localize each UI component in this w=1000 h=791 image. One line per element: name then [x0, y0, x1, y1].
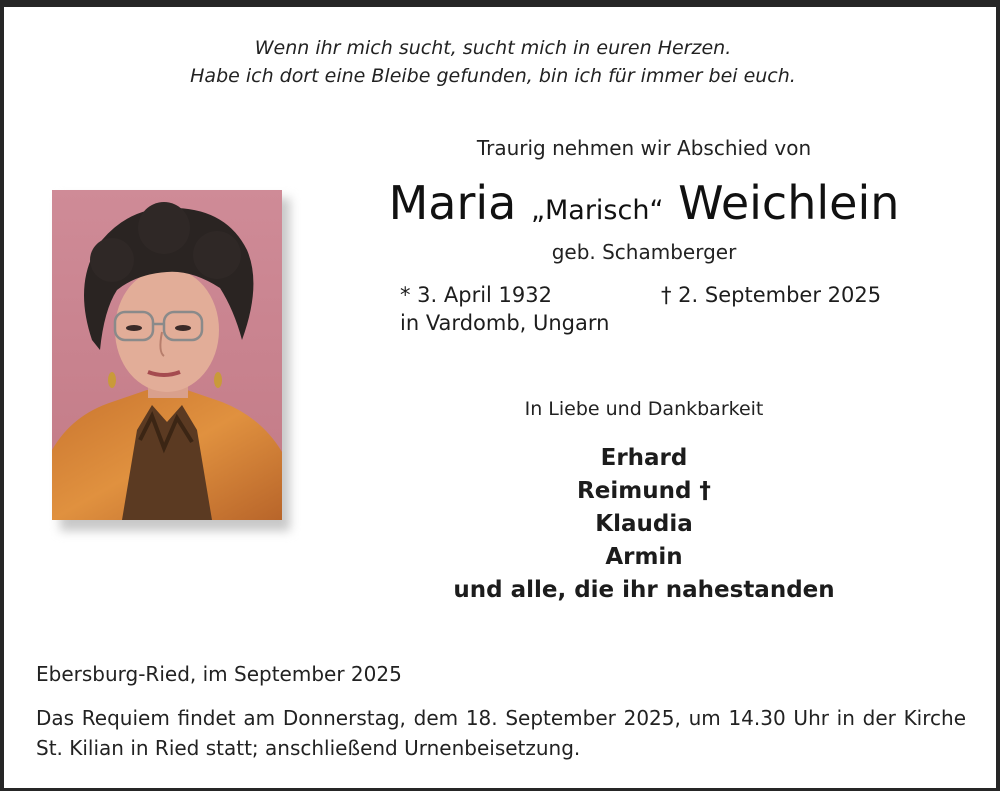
family-member: Klaudia: [595, 511, 693, 537]
verse-line-2: Habe ich dort eine Bleibe gefunden, bin ich für immer bei euch.: [190, 65, 796, 87]
family-member: Erhard: [600, 445, 688, 471]
last-name: Weichlein: [678, 176, 900, 230]
verse-line-1: Wenn ihr mich sucht, sucht mich in euren Herzen.: [254, 37, 732, 59]
place-and-date: Ebersburg-Ried, im September 2025: [36, 662, 402, 686]
thanks-text: In Liebe und Dankbarkeit: [524, 398, 764, 420]
birth-place: in Vardomb, Ungarn: [400, 311, 610, 335]
death-date: † 2. September 2025: [661, 283, 882, 307]
portrait-photo: [52, 190, 282, 520]
family-member: Armin: [605, 544, 683, 570]
nickname: „Marisch“: [530, 195, 664, 226]
birth-date: * 3. April 1932: [400, 283, 553, 307]
intro-text: Traurig nehmen wir Abschied von: [476, 136, 812, 160]
family-member: Reimund †: [577, 478, 711, 504]
deceased-name: [380, 172, 908, 242]
first-name: Maria: [388, 176, 517, 230]
portrait-illustration: [52, 190, 282, 520]
family-closing: und alle, die ihr nahestanden: [453, 577, 835, 603]
requiem-notice: Das Requiem findet am Donnerstag, dem 18. September 2025, um 14.30 Uhr in der Kirche St. Kilian in Ried statt; anschließend Urnenbeisetzung.: [36, 706, 966, 760]
maiden-name: geb. Schamberger: [551, 240, 737, 264]
